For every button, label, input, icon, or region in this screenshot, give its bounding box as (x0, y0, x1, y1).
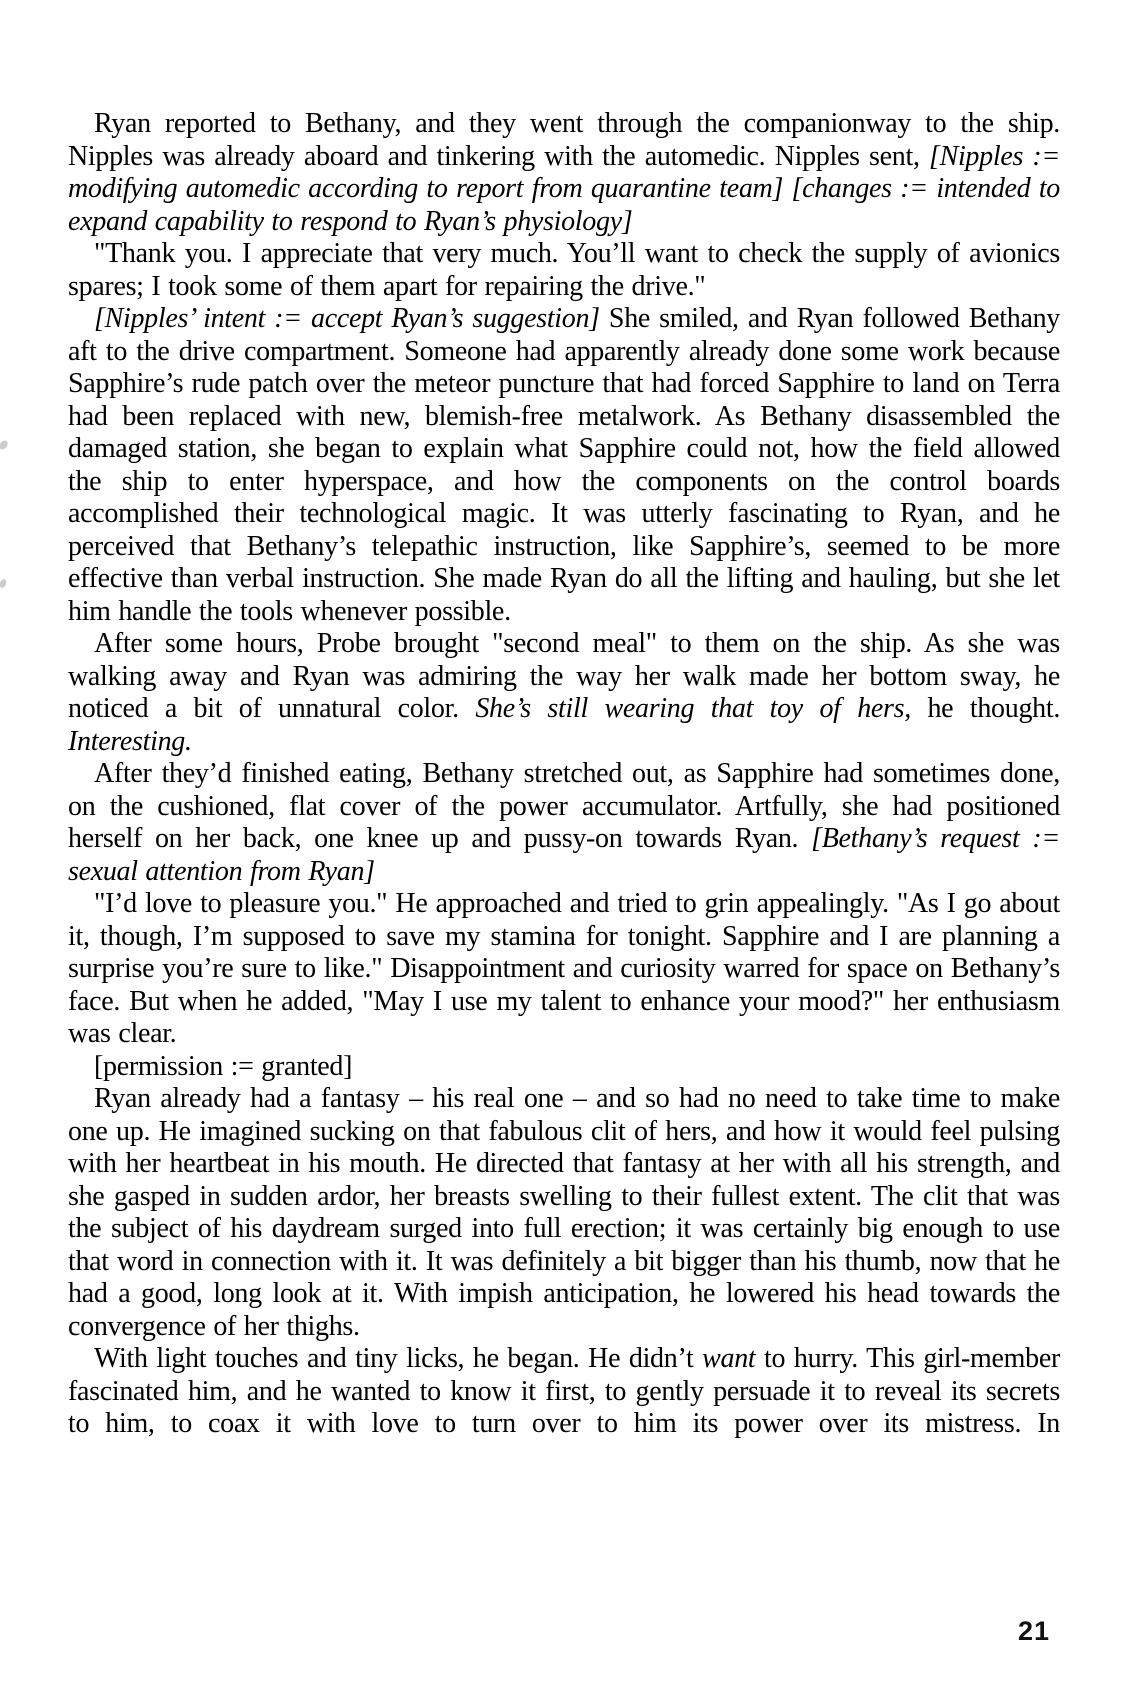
scan-artifact (0, 578, 7, 589)
paragraph (68, 888, 1060, 1051)
text-run: he thought. (910, 693, 1061, 724)
text-run-italic: Interesting. (68, 725, 192, 757)
document-body (68, 108, 1060, 1441)
paragraph (68, 1083, 1060, 1343)
text-run: to hurry. This girl-member fascinated him, and he wanted to know it first, to gently persuade it to reveal its secrets to him, to coax it with love to turn over to him its power over its mistress. In (68, 1343, 1060, 1439)
text-run: With light touches and tiny licks, he began. He didn’t (94, 1343, 703, 1374)
text-run-italic: She’s still wearing that toy of hers, (475, 693, 911, 724)
text-run-italic: [Nipples := modifying automedic according to report from quarantine team] [changes := intended to expand capability to respond to Ryan’s physiology] (68, 140, 1060, 237)
text-run: [permission := granted] (94, 1050, 353, 1082)
paragraph (68, 303, 1060, 628)
text-run-italic: want (702, 1343, 756, 1374)
paragraph (68, 238, 1060, 303)
paragraph (68, 1343, 1060, 1441)
text-run: Ryan already had a fantasy – his real one – and so had no need to take time to make one up. He imagined sucking on that fabulous clit of hers, and how it would feel pulsing with her heartbeat in his mouth. He directed that fantasy at her with all his strength, and she gasped in sudden ardor, her breasts swelling to their fullest extent. The clit that was the subject of his daydream surged into full erection; it was certainly big enough to use that word in connection with it. It was definitely a bit bigger than his thumb, now that he had a good, long look at it. With impish anticipation, he lowered his head towards the convergence of her thighs. (68, 1083, 1060, 1342)
text-run: After they’d finished eating, Bethany stretched out, as Sapphire had sometimes done, on the cushioned, flat cover of the power accumulator. Artfully, she had positioned herself on her back, one knee up and pussy-on towards Ryan. (68, 758, 1060, 854)
scan-artifact (0, 439, 9, 451)
paragraph (68, 108, 1060, 238)
text-run: Ryan reported to Bethany, and they went through the companionway to the ship. Nipples was already aboard and tinkering with the automedic. Nipples sent, (68, 108, 1060, 172)
text-run-italic: [Bethany’s request := sexual attention from Ryan] (68, 823, 1060, 887)
text-run: She smiled, and Ryan followed Bethany aft to the drive compartment. Someone had apparently already done some work because Sapphire’s rude patch over the meteor puncture that had forced Sapphire to land on Terra had been replaced with new, blemish-free metalwork. As Bethany disassembled the damaged station, she began to explain what Sapphire could not, how the field allowed the ship to enter hyperspace, and how the components on the control boards accomplished their technological magic. It was utterly fascinating to Ryan, and he perceived that Bethany’s telepathic instruction, like Sapphire’s, seemed to be more effective than verbal instruction. She made Ryan do all the lifting and hauling, but she let him handle the tools whenever possible. (68, 303, 1060, 627)
text-run: "Thank you. I appreciate that very much. You’ll want to check the supply of avionics spares; I took some of them apart for repairing the drive." (68, 238, 1060, 302)
paragraph (68, 628, 1060, 758)
page-number: 21 (1018, 1616, 1051, 1646)
text-run: "I’d love to pleasure you." He approached and tried to grin appealingly. "As I go about it, though, I’m supposed to save my stamina for tonight. Sapphire and I are planning a surprise you’re sure to like." Disappointment and curiosity warred for space on Bethany’s face. But when he added, "May I use my talent to enhance your mood?" her enthusiasm was clear. (68, 888, 1060, 1049)
text-run-italic: [Nipples’ intent := accept Ryan’s suggestion] (94, 303, 600, 334)
paragraph (68, 758, 1060, 888)
paragraph (68, 1051, 1060, 1084)
text-run: After some hours, Probe brought "second meal" to them on the ship. As she was walking away and Ryan was admiring the way her walk made her bottom sway, he noticed a bit of unnatural color. (68, 628, 1060, 724)
